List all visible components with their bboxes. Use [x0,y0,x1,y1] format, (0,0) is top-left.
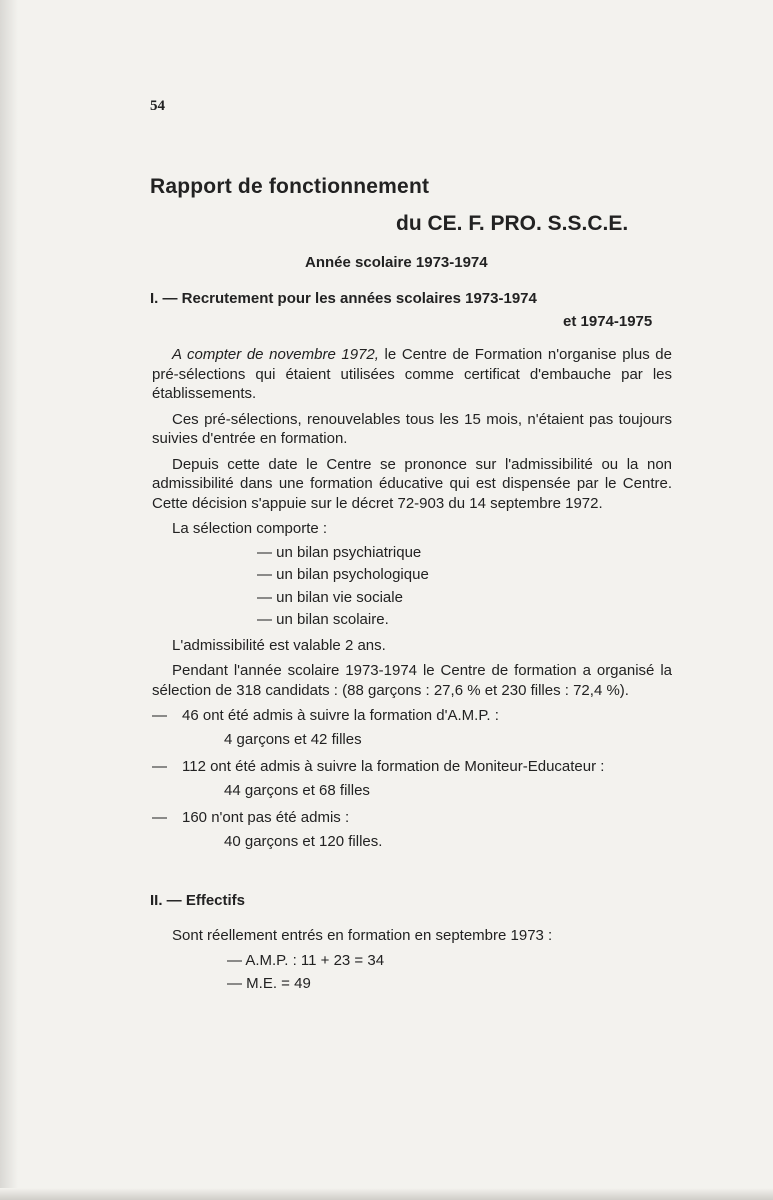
admission-detail: 40 garçons et 120 filles. [224,832,383,850]
paragraph: La sélection comporte : [172,520,328,537]
report-title: Rapport de fonctionnement [150,175,430,198]
page-number: 54 [150,98,165,114]
paragraph: L'admissibilité est valable 2 ans. [172,636,386,654]
section-1-heading-continued: et 1974-1975 [563,313,653,330]
admission-item [152,706,672,726]
list-item: — un bilan scolaire. [257,611,389,628]
paragraph: Sont réellement entrés en formation en septembre 1973 : [172,927,553,944]
paragraph: Ces pré-sélections, renouvelables tous les 15 mois, n'étaient pas toujours suivies d'entrée en formation. [152,410,672,447]
admission-text: 46 ont été admis à suivre la formation d'A.M.P. : [182,707,499,724]
dash: — [152,809,167,826]
dash: — [152,707,167,724]
section-1-heading: I. — Recrutement pour les années scolaires 1973-1974 [150,290,537,307]
admission-detail: 44 garçons et 68 filles [224,781,370,799]
section-2-body [152,925,672,996]
section-2-heading: II. — Effectifs [150,892,246,909]
admission-item [152,757,672,777]
admission-item [152,808,672,828]
school-year-heading: Année scolaire 1973-1974 [305,254,488,271]
effectif-line: — M.E. = 49 [227,975,311,992]
paragraph: Pendant l'année scolaire 1973-1974 le Centre de formation a organisé la sélection de 318 candidats : (88 garçons : 27,6 % et 230 filles : 72,4 %). [152,662,672,699]
admission-detail: 4 garçons et 42 filles [224,730,362,748]
page-edge [0,1188,773,1200]
section-1-body [152,345,672,859]
list-item: — un bilan vie sociale [257,588,403,606]
effectif-line: — A.M.P. : 11 + 23 = 34 [227,952,385,969]
list-item: — un bilan psychologique [257,566,429,583]
report-subtitle: du CE. F. PRO. S.S.C.E. [396,212,629,235]
binding-shadow [0,0,18,1200]
paragraph [152,345,672,404]
paragraph-text: le Centre de Formation n'organise plus de pré-sélections qui étaient utilisées comme certificat d'embauche par les établissements. [152,346,672,402]
bilan-list [152,543,672,630]
dash: — [152,758,167,775]
admission-text: 112 ont été admis à suivre la formation de Moniteur-Educateur : [182,758,605,775]
admission-text: 160 n'ont pas été admis : [182,809,350,826]
italic-phrase: A compter de novembre 1972, [172,346,379,363]
list-item: — un bilan psychiatrique [257,543,422,561]
paragraph: Depuis cette date le Centre se prononce sur l'admissibilité ou la non admissibilité dans une formation éducative qui est dispensée par le Centre. Cette décision s'appuie sur le décret 72-903 du 14 septembre 1972. [152,455,672,512]
